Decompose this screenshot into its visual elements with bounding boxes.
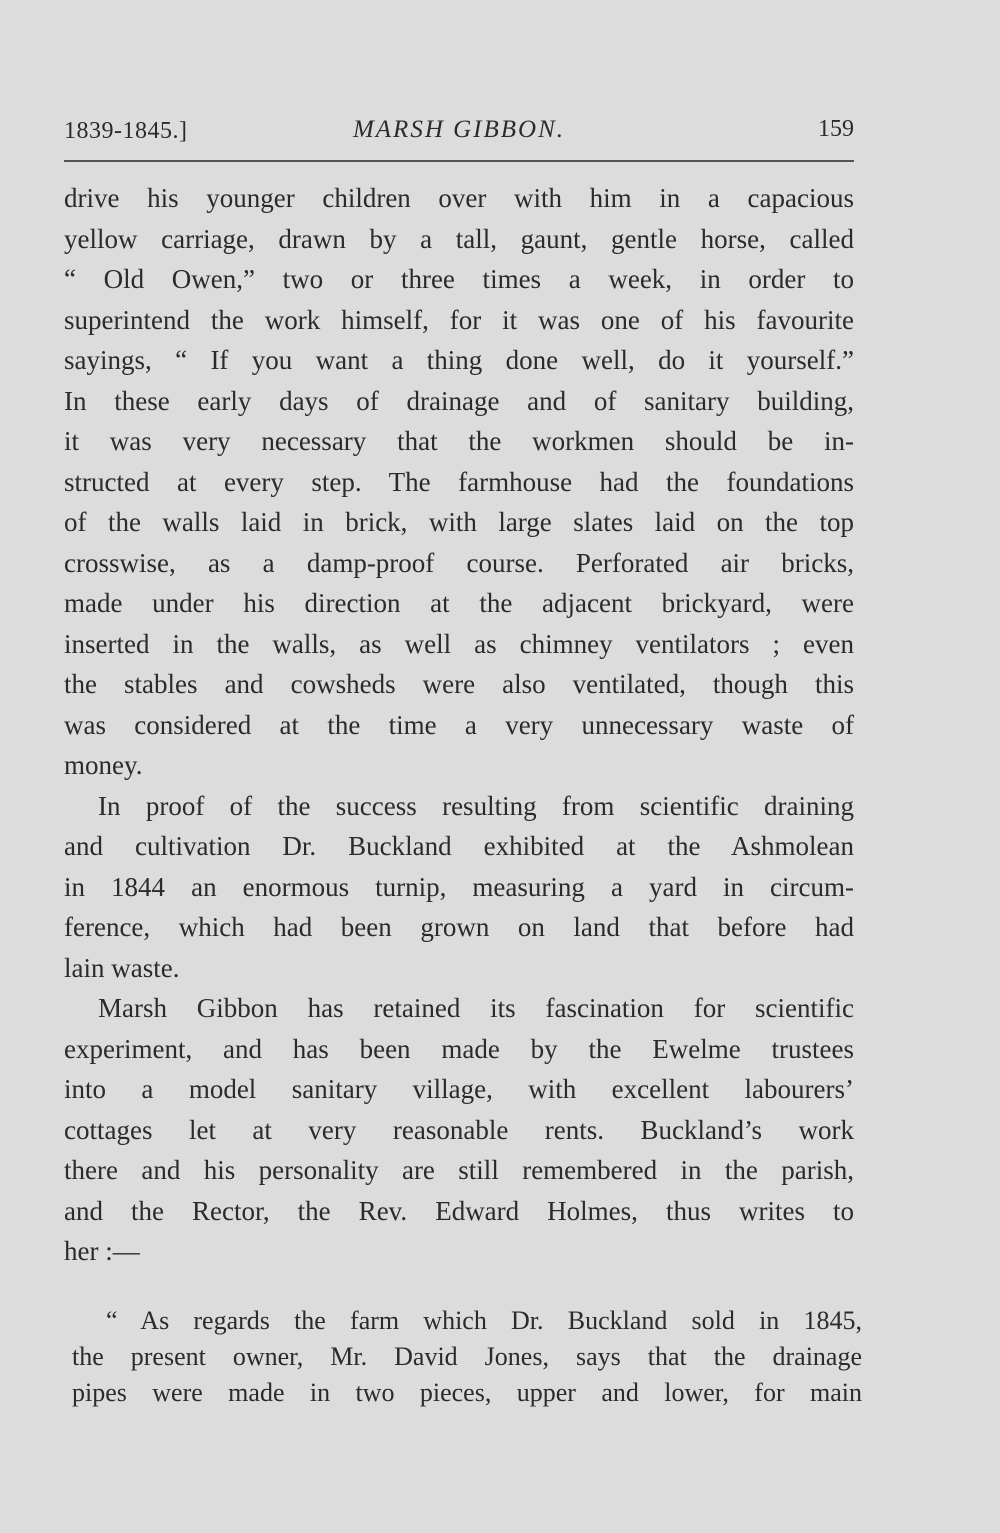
running-head xyxy=(64,112,854,152)
text-line: superintend the work himself, for it was one of his favourite xyxy=(64,304,854,335)
header-rule xyxy=(64,160,854,162)
text-line: In proof of the success resulting from scientific draining xyxy=(98,790,854,821)
body-text xyxy=(64,178,854,1272)
text-line: experiment, and has been made by the Ewelme trustees xyxy=(64,1033,854,1064)
text-line: into a model sanitary village, with excellent labourers’ xyxy=(64,1074,854,1104)
paragraph-1 xyxy=(64,178,854,786)
text-line: it was very necessary that the workmen should be in- xyxy=(64,426,854,456)
quote-line: pipes were made in two pieces, upper and lower, for main xyxy=(72,1378,862,1407)
block-quote xyxy=(72,1303,862,1411)
text-line: structed at every step. The farmhouse had the foundations xyxy=(64,466,854,497)
text-line: there and his personality are still remembered in the parish, xyxy=(64,1155,854,1185)
text-line: cottages let at very reasonable rents. Buckland’s work xyxy=(64,1114,854,1145)
page-number: 159 xyxy=(818,116,854,142)
text-line: in 1844 an enormous turnip, measuring a yard in circum- xyxy=(64,871,854,902)
text-line: sayings, “ If you want a thing done well, do it yourself.” xyxy=(64,345,854,375)
header-chapter-title: MARSH GIBBON. xyxy=(352,116,566,143)
quote-line: “ As regards the farm which Dr. Buckland sold in 1845, xyxy=(106,1306,862,1335)
text-line: was considered at the time a very unnecessary waste of xyxy=(64,709,854,740)
text-line: the stables and cowsheds were also ventilated, though this xyxy=(64,669,854,699)
text-line: “ Old Owen,” two or three times a week, in order to xyxy=(64,264,854,294)
quote-line: the present owner, Mr. David Jones, says that the drainage xyxy=(72,1342,862,1371)
text-line: her :— xyxy=(64,1236,140,1266)
text-line: of the walls laid in brick, with large slates laid on the top xyxy=(64,507,854,537)
text-line: drive his younger children over with him in a capacious xyxy=(64,183,854,213)
text-line: and cultivation Dr. Buckland exhibited at the Ashmolean xyxy=(64,831,854,861)
text-line: yellow carriage, drawn by a tall, gaunt, gentle horse, called xyxy=(64,223,854,254)
text-line: Marsh Gibbon has retained its fascination for scientific xyxy=(98,993,854,1023)
text-line: inserted in the walls, as well as chimney ventilators ; even xyxy=(64,628,854,659)
text-line: money. xyxy=(64,750,143,780)
header-date-range: 1839-1845.] xyxy=(64,118,188,144)
text-line: crosswise, as a damp-proof course. Perforated air bricks, xyxy=(64,547,854,578)
paragraph-3 xyxy=(64,988,854,1272)
paragraph-2 xyxy=(64,786,854,989)
text-line: made under his direction at the adjacent brickyard, were xyxy=(64,588,854,618)
text-line: and the Rector, the Rev. Edward Holmes, thus writes to xyxy=(64,1195,854,1226)
text-line: ference, which had been grown on land that before had xyxy=(64,912,854,942)
text-line: lain waste. xyxy=(64,952,180,983)
text-line: In these early days of drainage and of sanitary building, xyxy=(64,385,854,416)
